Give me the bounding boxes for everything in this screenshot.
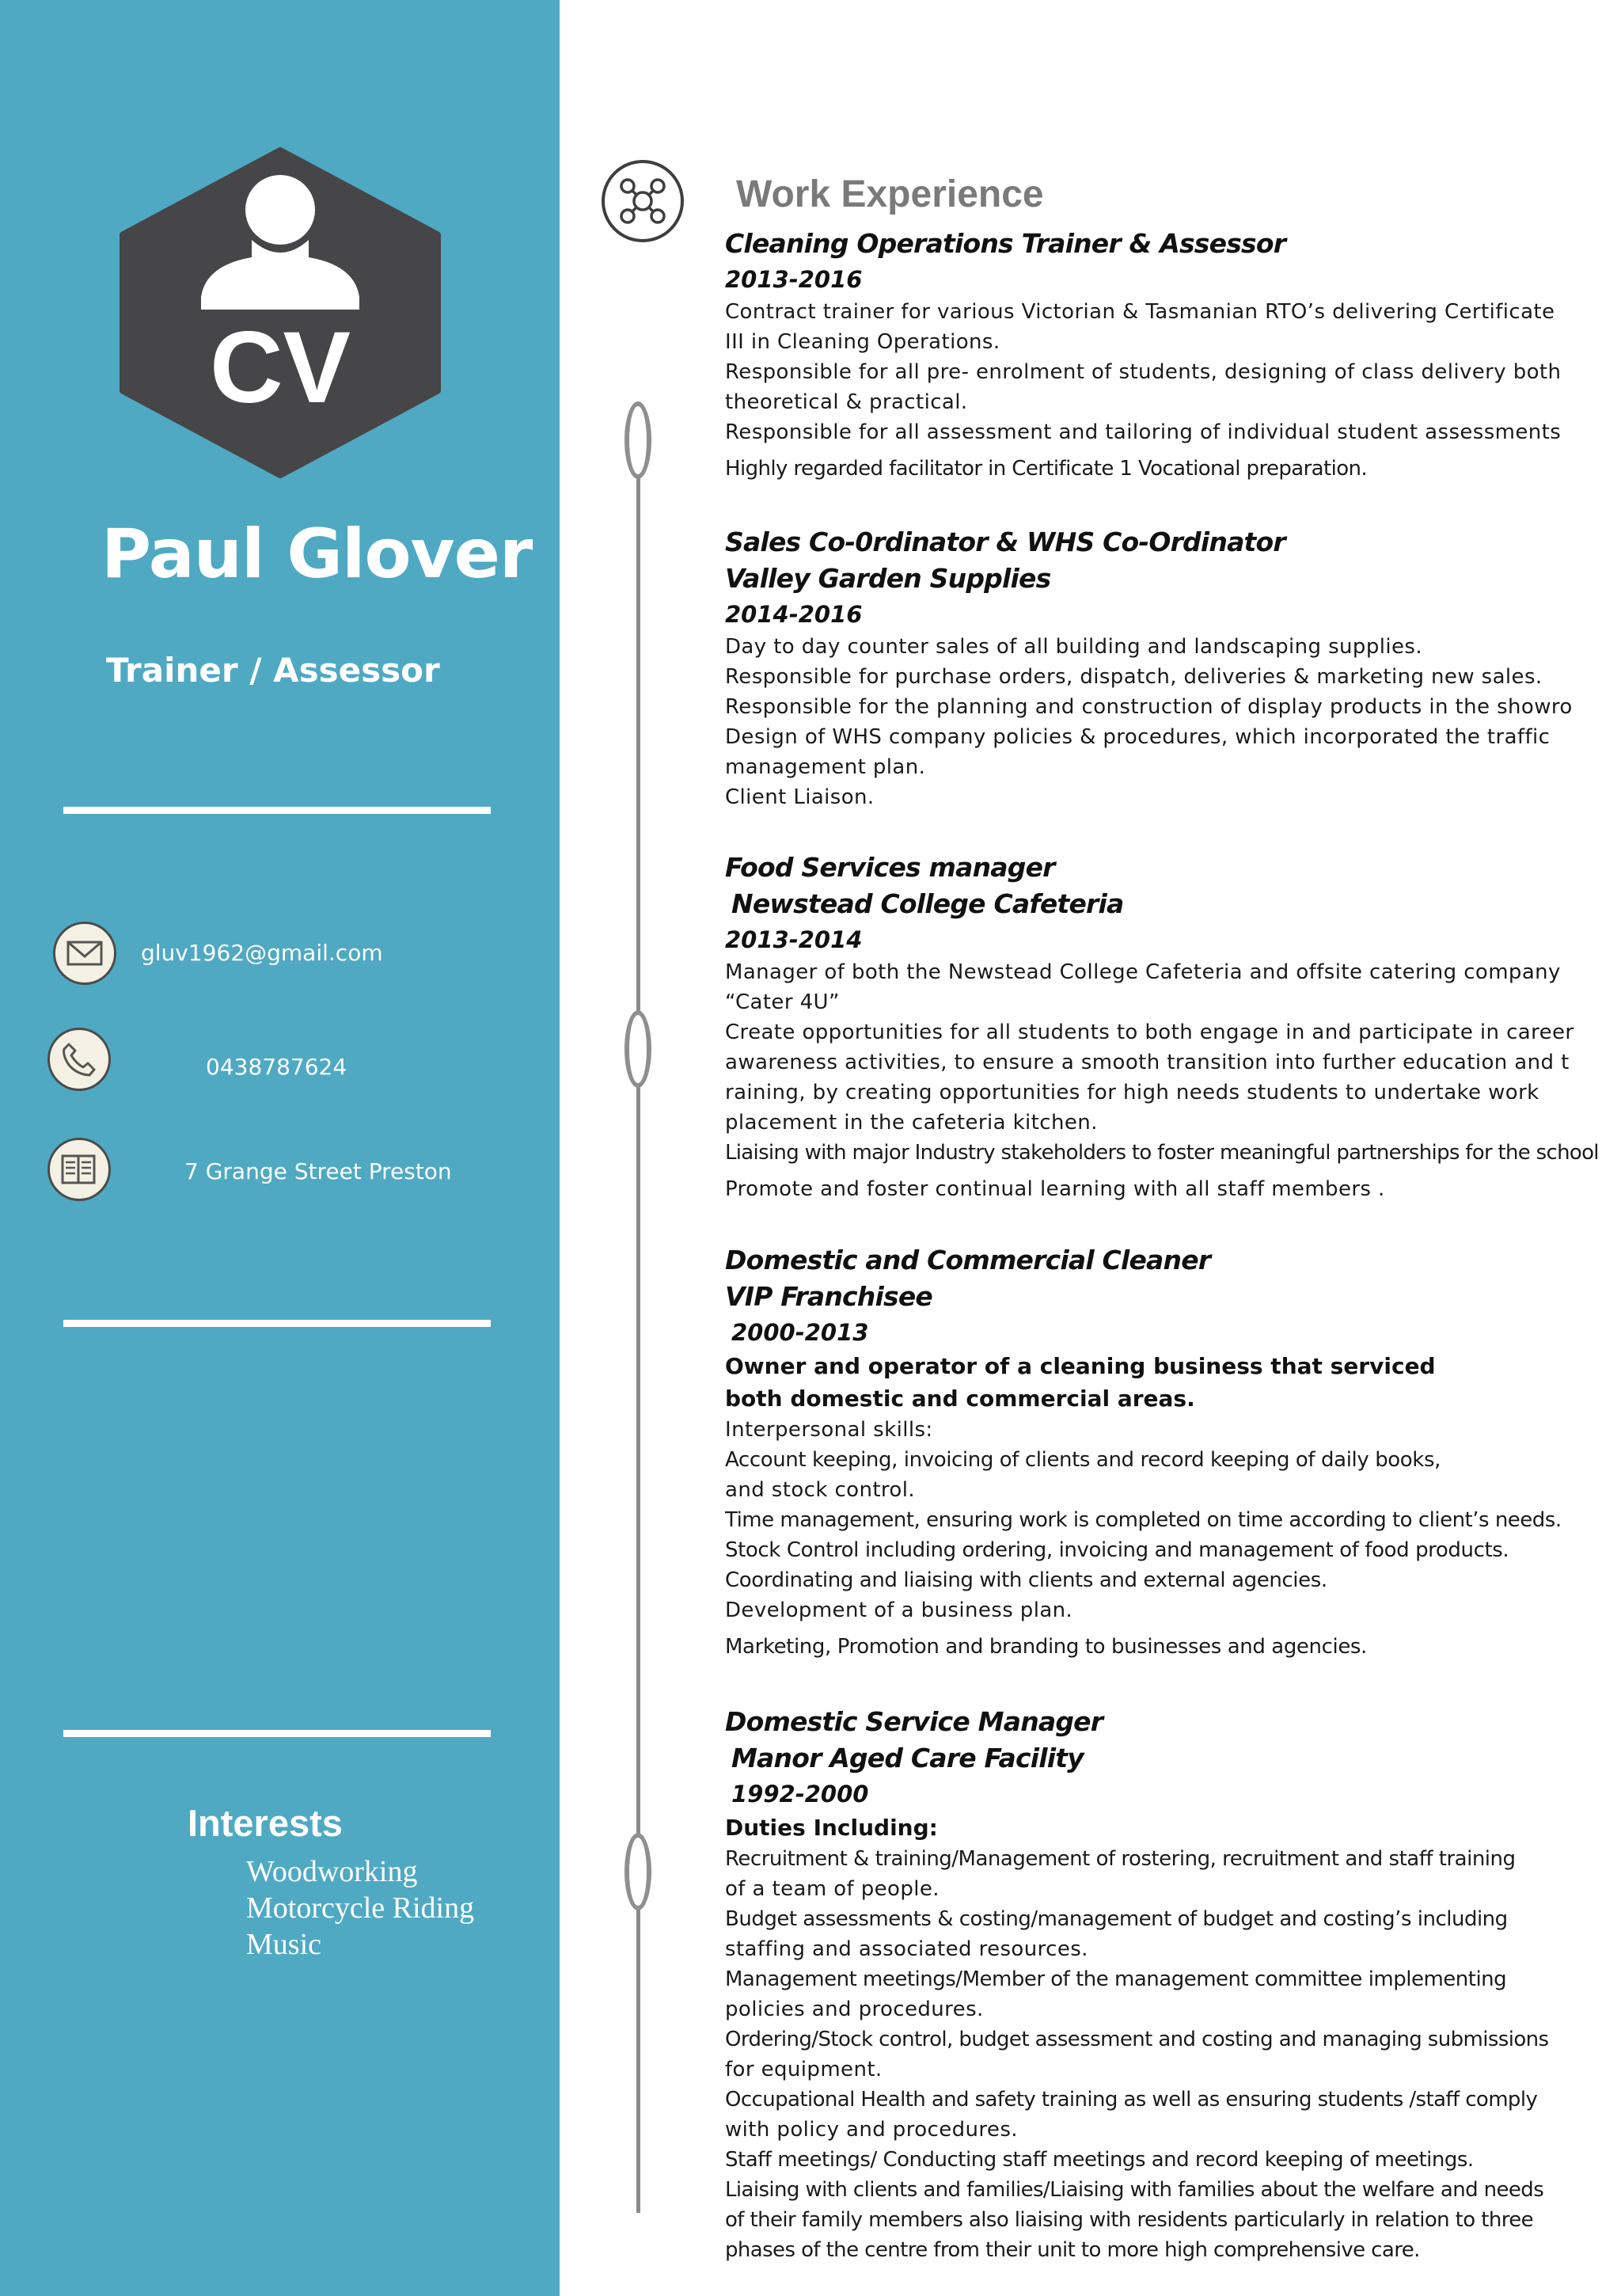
person-role: Trainer / Assessor [106, 651, 440, 690]
contact-email[interactable]: gluv1962@gmail.com [141, 940, 383, 966]
job-line: of their family members also liaising with residents particularly in relation to three [725, 2208, 1534, 2232]
job-line: raining, by creating opportunities for high needs students to undertake work [725, 1081, 1539, 1104]
divider-1 [63, 807, 491, 814]
job-line: and stock control. [725, 1478, 916, 1502]
job-line: Stock Control including ordering, invoicing and management of food products. [725, 1538, 1509, 1562]
job-line: Interpersonal skills: [725, 1418, 933, 1442]
job-entry [725, 524, 1621, 812]
job-line: staffing and associated resources. [725, 1937, 1088, 1961]
logo-text: CV [210, 311, 351, 424]
interest-item: Woodworking [246, 1855, 418, 1888]
job-line: Responsible for all pre- enrolment of students, designing of class delivery both [725, 360, 1562, 384]
job-summary: Owner and operator of a cleaning business that serviced [725, 1353, 1436, 1379]
job-line: Liaising with major Industry stakeholders to foster meaningful partnerships for the school [725, 1141, 1599, 1165]
divider-3 [63, 1730, 491, 1737]
job-title: Cleaning Operations Trainer & Assessor [725, 228, 1286, 259]
job-line: Management meetings/Member of the management committee implementing [725, 1967, 1507, 1991]
timeline-node [624, 1010, 651, 1088]
interests-heading: Interests [188, 1802, 343, 1844]
job-company: Manor Aged Care Facility [731, 1743, 1084, 1773]
address-book-icon [47, 1138, 111, 1201]
job-entry [725, 1704, 1621, 2265]
timeline-node [624, 401, 651, 479]
job-company: Valley Garden Supplies [725, 563, 1051, 594]
divider-2 [63, 1320, 491, 1327]
job-years: 2013-2016 [725, 266, 863, 293]
job-entry [725, 226, 1621, 484]
job-line: Responsible for the planning and construction of display products in the showro [725, 695, 1573, 719]
job-line: Coordinating and liaising with clients and external agencies. [725, 1568, 1327, 1592]
job-line: Responsible for all assessment and tailoring of individual student assessments [725, 420, 1562, 444]
job-years: 2000-2013 [731, 1319, 869, 1346]
job-line: Marketing, Promotion and branding to businesses and agencies. [725, 1635, 1367, 1659]
job-years: 2013-2014 [725, 926, 863, 953]
person-name: Paul Glover [101, 515, 533, 594]
job-line: placement in the cafeteria kitchen. [725, 1111, 1098, 1135]
job-line: “Cater 4U” [725, 990, 840, 1014]
job-line: Create opportunities for all students to both engage in and participate in career [725, 1021, 1574, 1044]
sidebar [0, 0, 560, 2296]
job-line: Account keeping, invoicing of clients and record keeping of daily books, [725, 1448, 1441, 1472]
job-line: Highly regarded facilitator in Certificate 1 Vocational preparation. [725, 457, 1368, 481]
job-company: Newstead College Cafeteria [731, 888, 1124, 919]
job-summary: Duties Including: [725, 1815, 938, 1841]
timeline-line [636, 412, 640, 2213]
job-line: for equipment. [725, 2058, 883, 2081]
job-title: Sales Co-0rdinator & WHS Co-Ordinator [725, 526, 1285, 557]
job-line: III in Cleaning Operations. [725, 330, 1000, 354]
job-title: Food Services manager [725, 852, 1055, 883]
job-line: Contract trainer for various Victorian & Tasmanian RTO’s delivering Certificate [725, 300, 1555, 324]
job-company: VIP Franchisee [725, 1281, 933, 1312]
job-years: 1992-2000 [731, 1781, 869, 1808]
cv-logo-icon [117, 146, 443, 479]
job-line: Development of a business plan. [725, 1598, 1073, 1622]
interest-item: Motorcycle Riding [246, 1891, 475, 1925]
job-line: Responsible for purchase orders, dispatch, deliveries & marketing new sales. [725, 665, 1543, 689]
job-line: with policy and procedures. [725, 2118, 1018, 2142]
job-line: awareness activities, to ensure a smooth transition into further education and t [725, 1051, 1570, 1074]
job-title: Domestic Service Manager [725, 1706, 1103, 1737]
job-line: Ordering/Stock control, budget assessment and costing and managing submissions [725, 2028, 1549, 2051]
job-line: Time management, ensuring work is completed on time according to client’s needs. [725, 1508, 1562, 1532]
job-line: Promote and foster continual learning with all staff members . [725, 1177, 1385, 1201]
contact-address: 7 Grange Street Preston [184, 1158, 452, 1184]
job-line: Manager of both the Newstead College Cafeteria and offsite catering company [725, 960, 1561, 984]
phone-icon [47, 1028, 111, 1091]
job-entry [725, 850, 1621, 1204]
job-line: Recruitment & training/Management of rostering, recruitment and staff training [725, 1847, 1516, 1871]
timeline-node [624, 1833, 651, 1910]
contact-phone[interactable]: 0438787624 [206, 1054, 347, 1080]
job-line: management plan. [725, 755, 926, 779]
job-line: Budget assessments & costing/management of budget and costing’s including [725, 1907, 1508, 1931]
job-line: of a team of people. [725, 1877, 940, 1901]
job-line: Client Liaison. [725, 785, 875, 809]
job-line: Staff meetings/ Conducting staff meetings and record keeping of meetings. [725, 2148, 1474, 2172]
job-line: Liaising with clients and families/Liaising with families about the welfare and needs [725, 2178, 1544, 2202]
work-experience-heading: Work Experience [736, 173, 1044, 215]
job-title: Domestic and Commercial Cleaner [725, 1245, 1211, 1275]
network-hub-icon [600, 158, 685, 244]
job-line: Occupational Health and safety training as well as ensuring students /staff comply [725, 2088, 1538, 2112]
job-line: phases of the centre from their unit to more high comprehensive care. [725, 2238, 1420, 2262]
mail-icon [53, 922, 116, 985]
job-summary: both domestic and commercial areas. [725, 1386, 1195, 1412]
job-entry [725, 1242, 1621, 1662]
job-line: policies and procedures. [725, 1998, 984, 2021]
job-line: theoretical & practical. [725, 390, 968, 414]
interest-item: Music [246, 1928, 321, 1961]
job-line: Day to day counter sales of all building and landscaping supplies. [725, 635, 1422, 659]
job-line: Design of WHS company policies & procedures, which incorporated the traffic [725, 725, 1551, 749]
job-years: 2014-2016 [725, 601, 863, 628]
